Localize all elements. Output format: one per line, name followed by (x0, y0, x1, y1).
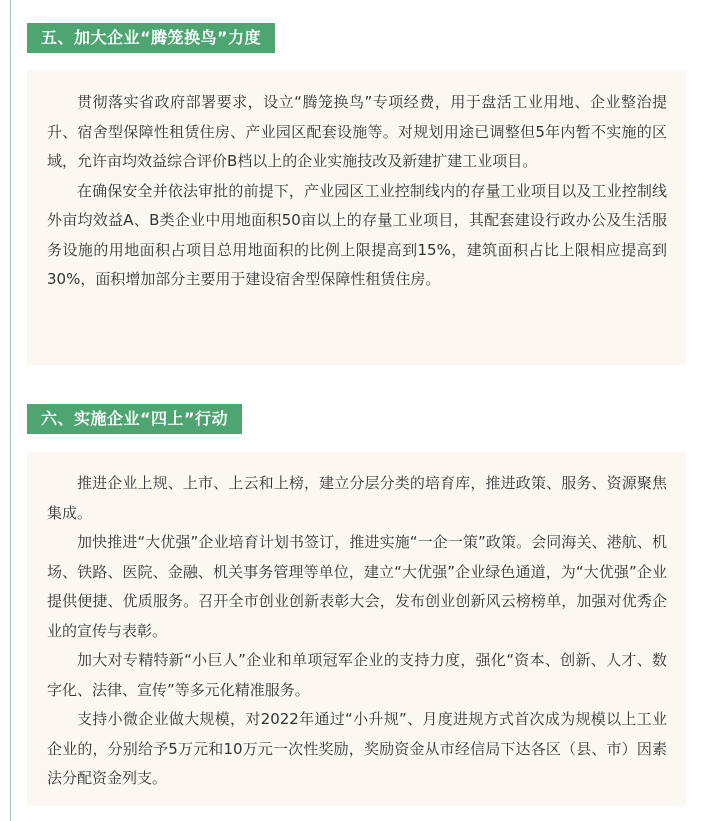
left-border-line (10, 0, 11, 821)
section-6-paragraph-2: 加快推进“大优强”企业培育计划书签订，推进实施“一企一策”政策。会同海关、港航、机场、铁路、医院、金融、机关事务管理等单位，建立“大优强”企业绿色通道，为“大优强”企业提供便捷、优质服务。召开全市创业创新表彰大会，发布创业创新风云榜榜单，加强对优秀企业的宣传与表彰。 (47, 533, 667, 640)
section-5-heading: 五、加大企业“腾笼换鸟”力度 (27, 23, 275, 53)
section-6-paragraph-3: 加大对专精特新“小巨人”企业和单项冠军企业的支持力度，强化“资本、创新、人才、数字化、法律、宣传”等多元化精准服务。 (47, 651, 667, 699)
section-6-paragraph-1: 推进企业上规、上市、上云和上榜，建立分层分类的培育库，推进政策、服务、资源聚焦集成。 (47, 474, 667, 522)
section-5-content-box (27, 71, 686, 365)
section-5-paragraph-2: 在确保安全并依法审批的前提下，产业园区工业控制线内的存量工业项目以及工业控制线外亩均效益A、B类企业中用地面积50亩以上的存量工业项目，其配套建设行政办公及生活服务设施的用地面积占项目总用地面积的比例上限提高到15%，建筑面积占比上限相应提高到30%，面积增加部分主要用于建设宿舍型保障性租赁住房。 (47, 181, 667, 288)
section-6-paragraph-4: 支持小微企业做大规模，对2022年通过“小升规”、月度进规方式首次成为规模以上工业企业的，分别给予5万元和10万元一次性奖励，奖励资金从市经信局下达各区（县、市）因素法分配资金列支。 (47, 710, 667, 787)
section-6-content-box (27, 452, 686, 806)
section-5-paragraph-1: 贯彻落实省政府部署要求，设立“腾笼换鸟”专项经费，用于盘活工业用地、企业整治提升、宿舍型保障性租赁住房、产业园区配套设施等。对规划用途已调整但5年内暂不实施的区域，允许亩均效益综合评价B档以上的企业实施技改及新建扩建工业项目。 (47, 93, 667, 170)
section-6-heading: 六、实施企业“四上”行动 (27, 404, 242, 434)
